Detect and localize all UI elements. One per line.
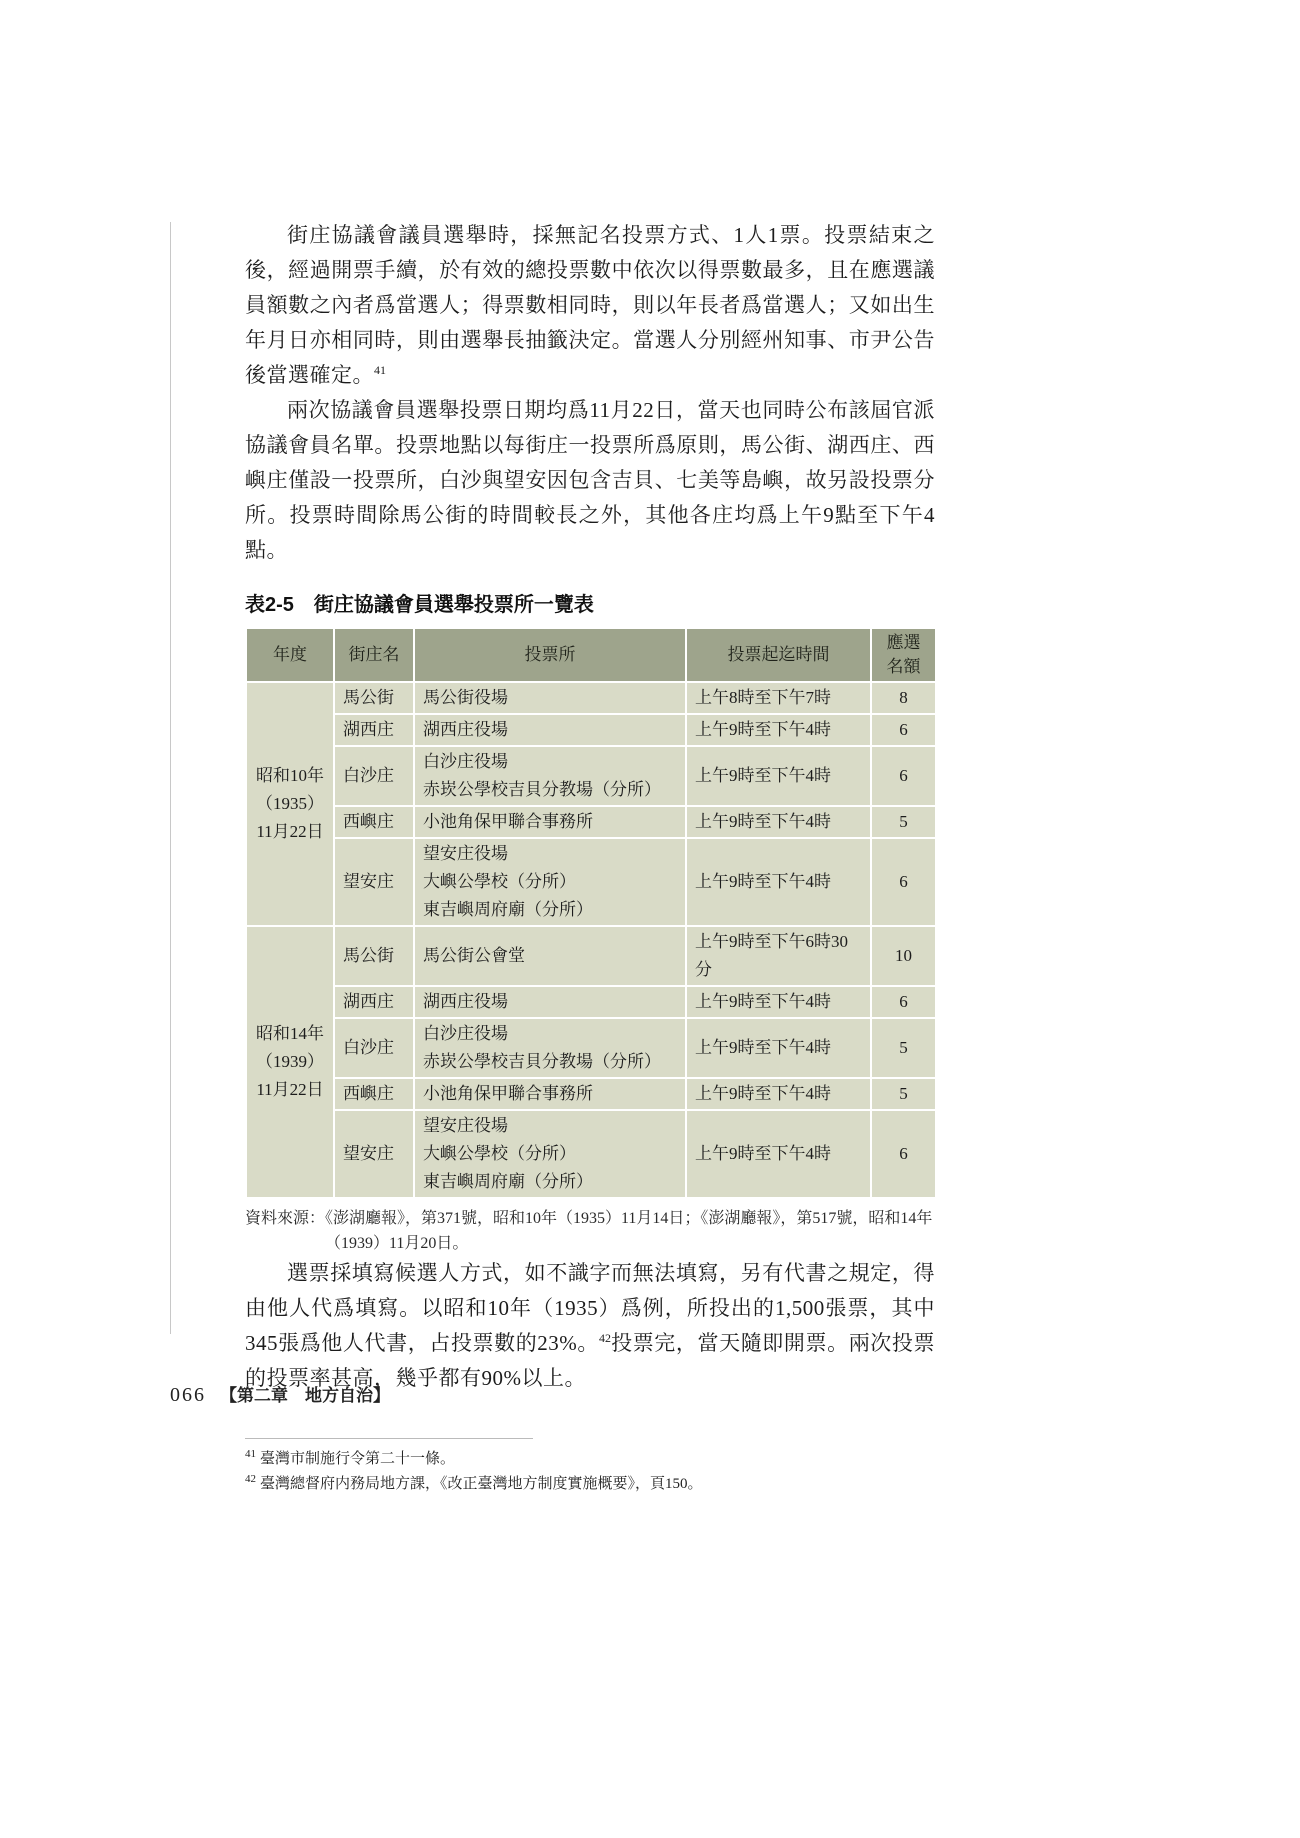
page-number: 066 bbox=[170, 1384, 206, 1406]
station-cell: 白沙庄役場 赤崁公學校吉貝分教場（分所） bbox=[414, 1018, 686, 1078]
seats-cell: 8 bbox=[871, 682, 936, 714]
footnote-42 bbox=[245, 1472, 935, 1497]
footnotes bbox=[245, 1447, 935, 1497]
station-cell: 望安庄役場 大嶼公學校（分所） 東吉嶼周府廟（分所） bbox=[414, 1110, 686, 1198]
station-cell: 湖西庄役場 bbox=[414, 986, 686, 1018]
seats-cell: 5 bbox=[871, 806, 936, 838]
time-cell: 上午8時至下午7時 bbox=[686, 682, 871, 714]
time-cell: 上午9時至下午4時 bbox=[686, 1078, 871, 1110]
column-header-seats: 應選名額 bbox=[871, 628, 936, 682]
table-row bbox=[246, 1078, 936, 1110]
time-cell: 上午9時至下午4時 bbox=[686, 746, 871, 806]
time-cell: 上午9時至下午4時 bbox=[686, 714, 871, 746]
column-header-village: 街庄名 bbox=[334, 628, 414, 682]
footnote-number: 42 bbox=[245, 1473, 256, 1485]
paragraph-election-method bbox=[245, 218, 935, 393]
time-cell: 上午9時至下午4時 bbox=[686, 806, 871, 838]
station-cell: 小池角保甲聯合事務所 bbox=[414, 806, 686, 838]
year-cell-1939: 昭和14年 （1939） 11月22日 bbox=[246, 926, 334, 1198]
seats-cell: 6 bbox=[871, 1110, 936, 1198]
seats-cell: 5 bbox=[871, 1078, 936, 1110]
station-cell: 馬公街役場 bbox=[414, 682, 686, 714]
table-caption bbox=[245, 588, 935, 617]
paragraph-ballot-writing bbox=[245, 1256, 935, 1396]
column-header-time: 投票起迄時間 bbox=[686, 628, 871, 682]
polling-stations-table bbox=[245, 627, 937, 1199]
table-source-note bbox=[245, 1206, 935, 1256]
village-cell: 望安庄 bbox=[334, 1110, 414, 1198]
village-cell: 湖西庄 bbox=[334, 714, 414, 746]
paragraph-voting-dates bbox=[245, 393, 935, 568]
table-row bbox=[246, 838, 936, 926]
time-cell: 上午9時至下午4時 bbox=[686, 1018, 871, 1078]
station-cell: 湖西庄役場 bbox=[414, 714, 686, 746]
station-cell: 馬公街公會堂 bbox=[414, 926, 686, 986]
page-content bbox=[245, 218, 935, 1497]
table-caption-label: 表2-5 bbox=[245, 594, 294, 616]
page-footer bbox=[170, 1381, 390, 1407]
footnote-number: 41 bbox=[245, 1448, 256, 1460]
source-line: （1939）11月20日。 bbox=[325, 1235, 469, 1252]
paragraph-text: 投票完，當天隨即開票。兩次投票的投票率甚高，幾乎都有90%以上。 bbox=[245, 1331, 935, 1390]
year-cell-1935: 昭和10年 （1935） 11月22日 bbox=[246, 682, 334, 926]
table-row bbox=[246, 1018, 936, 1078]
village-cell: 馬公街 bbox=[334, 926, 414, 986]
seats-cell: 6 bbox=[871, 986, 936, 1018]
station-cell: 小池角保甲聯合事務所 bbox=[414, 1078, 686, 1110]
paragraph-text: 選票採填寫候選人方式，如不識字而無法填寫，另有代書之規定，得由他人代爲填寫。以昭和10年（1935）爲例，所投出的1,500張票，其中345張爲他人代書，占投票數的23%。 bbox=[245, 1261, 935, 1355]
village-cell: 白沙庄 bbox=[334, 1018, 414, 1078]
footnote-ref-41: 41 bbox=[374, 363, 386, 377]
village-cell: 望安庄 bbox=[334, 838, 414, 926]
paragraph-text: 兩次協議會員選舉投票日期均爲11月22日，當天也同時公布該屆官派協議會員名單。投票地點以每街庄一投票所爲原則，馬公街、湖西庄、西嶼庄僅設一投票所，白沙與望安因包含吉貝、七美等島嶼，故另設投票分所。投票時間除馬公街的時間較長之外，其他各庄均爲上午9點至下午4點。 bbox=[245, 398, 935, 562]
footnote-41 bbox=[245, 1447, 935, 1472]
column-header-station: 投票所 bbox=[414, 628, 686, 682]
station-cell: 白沙庄役場 赤崁公學校吉貝分教場（分所） bbox=[414, 746, 686, 806]
village-cell: 西嶼庄 bbox=[334, 1078, 414, 1110]
footnote-ref-42: 42 bbox=[599, 1331, 611, 1345]
time-cell: 上午9時至下午6時30分 bbox=[686, 926, 871, 986]
table-row bbox=[246, 714, 936, 746]
seats-cell: 10 bbox=[871, 926, 936, 986]
seats-cell: 5 bbox=[871, 1018, 936, 1078]
footnote-divider bbox=[245, 1438, 533, 1439]
left-margin-rule bbox=[170, 222, 171, 1334]
village-cell: 湖西庄 bbox=[334, 986, 414, 1018]
paragraph-text: 街庄協議會議員選舉時，採無記名投票方式、1人1票。投票結束之後，經過開票手續，於有效的總投票數中依次以得票數最多，且在應選議員額數之內者爲當選人；得票數相同時，則以年長者爲當選人；又如出生年月日亦相同時，則由選舉長抽籤決定。當選人分別經州知事、市尹公告後當選確定。 bbox=[245, 223, 935, 387]
table-row bbox=[246, 746, 936, 806]
table-row bbox=[246, 1110, 936, 1198]
table-row bbox=[246, 682, 936, 714]
station-cell: 望安庄役場 大嶼公學校（分所） 東吉嶼周府廟（分所） bbox=[414, 838, 686, 926]
seats-cell: 6 bbox=[871, 714, 936, 746]
footnote-text: 臺灣市制施行令第二十一條。 bbox=[260, 1451, 456, 1467]
source-line: 資料來源：《澎湖廳報》，第371號，昭和10年（1935）11月14日；《澎湖廳報》，第517號，昭和14年 bbox=[245, 1210, 933, 1227]
village-cell: 西嶼庄 bbox=[334, 806, 414, 838]
time-cell: 上午9時至下午4時 bbox=[686, 986, 871, 1018]
table-caption-title: 街庄協議會員選舉投票所一覽表 bbox=[313, 594, 594, 616]
seats-cell: 6 bbox=[871, 746, 936, 806]
table-row bbox=[246, 986, 936, 1018]
chapter-title: 【第二章 地方自治】 bbox=[220, 1386, 390, 1405]
village-cell: 白沙庄 bbox=[334, 746, 414, 806]
village-cell: 馬公街 bbox=[334, 682, 414, 714]
column-header-year: 年度 bbox=[246, 628, 334, 682]
seats-cell: 6 bbox=[871, 838, 936, 926]
time-cell: 上午9時至下午4時 bbox=[686, 1110, 871, 1198]
time-cell: 上午9時至下午4時 bbox=[686, 838, 871, 926]
table-row bbox=[246, 806, 936, 838]
table-header-row bbox=[246, 628, 936, 682]
footnote-text: 臺灣總督府内務局地方課，《改正臺灣地方制度實施概要》，頁150。 bbox=[260, 1476, 703, 1492]
table-row bbox=[246, 926, 936, 986]
